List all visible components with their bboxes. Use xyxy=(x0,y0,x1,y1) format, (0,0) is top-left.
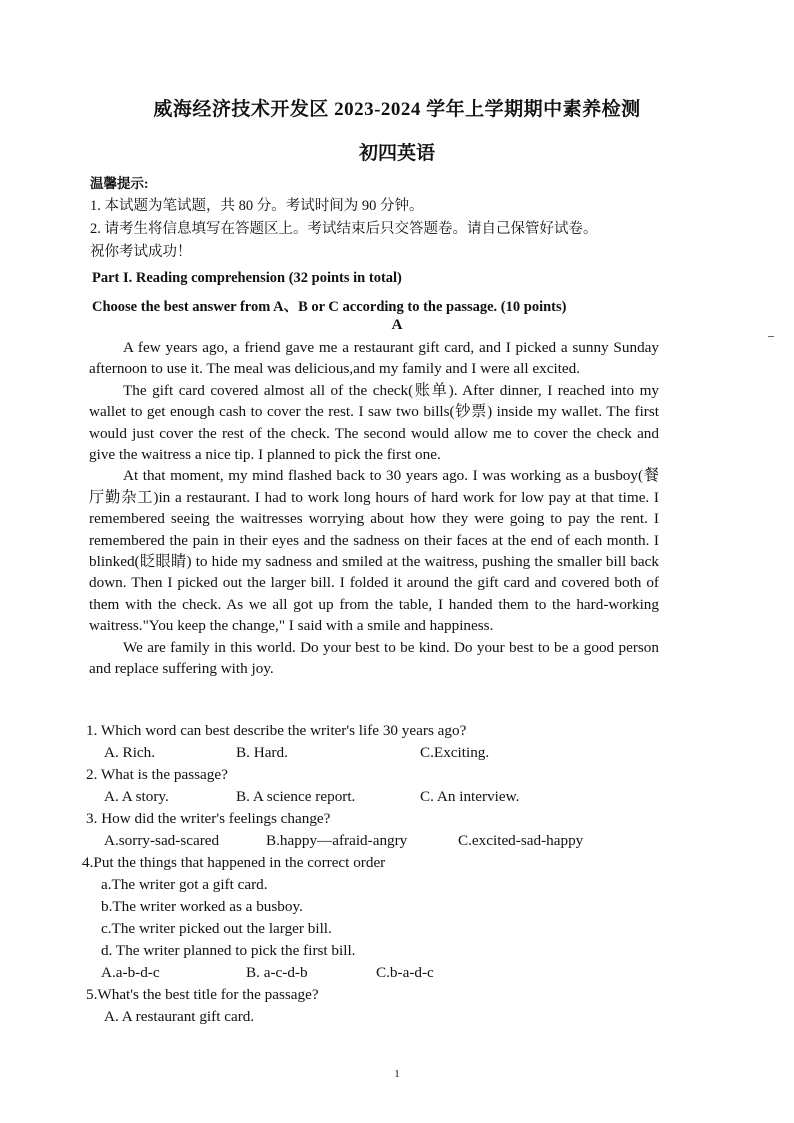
option-b: B. A science report. xyxy=(236,788,356,805)
option-c: C.excited-sad-happy xyxy=(458,832,584,849)
event-item: d. The writer planned to pick the first bill. xyxy=(101,942,356,959)
passage-paragraph: A few years ago, a friend gave me a restaurant gift card, and I picked a sunny Sunday afternoon to use it. The meal was delicious,and my family and I were all excited. xyxy=(89,339,659,378)
question-options xyxy=(86,1006,686,1028)
passage-paragraph: The gift card covered almost all of the check(账单). After dinner, I reached into my wallet to get enough cash to cover the rest. I saw two bills(钞票) inside my wallet. The first would just cover the rest of the check. The second would allow me to cover the check and give the waitress a nice tip. I planned to pick the first one. xyxy=(89,381,659,464)
event-item: a.The writer got a gift card. xyxy=(101,876,268,893)
question-stem: 5.What's the best title for the passage? xyxy=(86,986,319,1003)
question-stem: 4.Put the things that happened in the correct order xyxy=(82,854,386,871)
question-options xyxy=(86,786,686,808)
tips-block xyxy=(90,172,730,264)
tip-item: 祝你考试成功！ xyxy=(90,244,192,260)
question-options xyxy=(86,830,686,852)
part-instruction: Choose the best answer from A、B or C according to the passage. (10 points) xyxy=(92,299,567,315)
option-a: A. A restaurant gift card. xyxy=(104,1008,255,1025)
passage-paragraph: We are family in this world. Do your best to be kind. Do your best to be a good person and replace suffering with joy. xyxy=(89,638,659,678)
exam-title: 威海经济技术开发区 2023-2024 学年上学期期中素养检测 xyxy=(153,99,641,120)
tips-heading: 温馨提示: xyxy=(90,176,149,191)
part-heading: Part I. Reading comprehension (32 points in total) xyxy=(92,270,402,286)
option-a: A.sorry-sad-scared xyxy=(104,832,220,849)
option-b: B.happy—afraid-angry xyxy=(266,832,408,849)
question-options xyxy=(86,742,686,764)
option-c: C. An interview. xyxy=(420,788,520,805)
tip-item: 2. 请考生将信息填写在答题区上。考试结束后只交答题卷。请自己保管好试卷。 xyxy=(90,221,598,237)
exam-subtitle: 初四英语 xyxy=(358,143,435,164)
tip-item: 1. 本试题为笔试题，共 80 分。考试时间为 90 分钟。 xyxy=(90,198,424,214)
question-stem: 3. How did the writer's feelings change? xyxy=(86,810,331,827)
option-a: A. Rich. xyxy=(104,744,156,761)
question-stem: 1. Which word can best describe the writer's life 30 years ago? xyxy=(86,722,467,739)
question-list xyxy=(82,720,686,1028)
option-b: B. Hard. xyxy=(236,744,288,761)
passage-paragraph: At that moment, my mind flashed back to 30 years ago. I was working as a busboy(餐厅勤杂工)in a restaurant. I had to work long hours of hard work for low pay at that time. I remembered seeing the waitresses worrying about how they were going to pay the rent. I remembered the pain in their eyes and the sadness on their faces at the end of each month. I blinked(眨眼睛) to hide my sadness and smiled at the waitress, pushing the smaller bill back down. Then I picked out the larger bill. I folded it around the gift card and covered both of them with the check. As we all got up from the table, I handed them to the hard-working waitress."You keep the change," I said with a smile and happiness. xyxy=(89,467,659,635)
event-item: c.The writer picked out the larger bill. xyxy=(101,920,332,937)
option-a: A. A story. xyxy=(104,788,169,805)
page-number: 1 xyxy=(394,1068,400,1080)
question-options xyxy=(86,962,686,984)
scan-mark xyxy=(768,336,774,337)
option-c: C.b-a-d-c xyxy=(376,964,434,981)
event-item: b.The writer worked as a busboy. xyxy=(101,898,303,915)
section-letter: A xyxy=(391,317,403,333)
option-c: C.Exciting. xyxy=(420,744,490,761)
reading-passage xyxy=(89,337,659,680)
option-b: B. a-c-d-b xyxy=(246,964,308,981)
question-stem: 2. What is the passage? xyxy=(86,766,228,783)
option-a: A.a-b-d-c xyxy=(101,964,160,981)
